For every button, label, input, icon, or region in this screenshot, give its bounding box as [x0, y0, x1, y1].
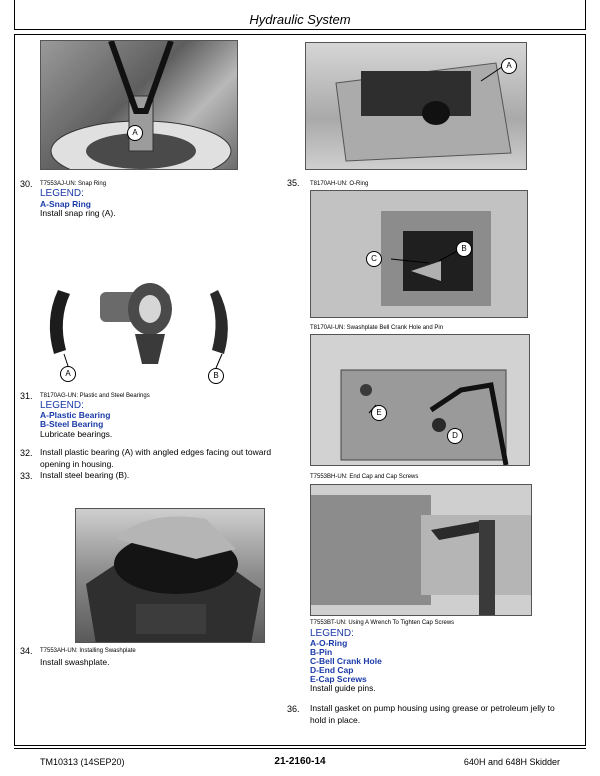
- step-34-caption: T7553AH-UN: Installing Swashplate: [40, 648, 136, 654]
- step-32-text: Install plastic bearing (A) with angled edges facing out toward opening in housing.: [40, 447, 272, 469]
- step-31-text: Lubricate bearings.: [40, 429, 113, 439]
- footer-doc-id: TM10313 (14SEP20): [40, 757, 125, 767]
- callout-e: E: [371, 405, 387, 421]
- legend-item: C-Bell Crank Hole: [310, 656, 382, 666]
- step-34-number: 34.: [20, 646, 33, 656]
- legend-item: B-Steel Bearing: [40, 419, 104, 429]
- step-31-caption: T8170AG-UN: Plastic and Steel Bearings: [40, 393, 150, 399]
- footer-page-number: 21-2160-14: [274, 756, 326, 767]
- step-33-number: 33.: [20, 471, 33, 481]
- page-title: Hydraulic System: [249, 12, 351, 27]
- o-ring-illustration: [306, 43, 527, 170]
- bearings-illustration: [40, 254, 240, 384]
- callout-a: A: [60, 366, 76, 382]
- step-30-text: Install snap ring (A).: [40, 208, 116, 218]
- step-35-caption-c: T7553BH-UN: End Cap and Cap Screws: [310, 474, 419, 480]
- callout-d: D: [447, 428, 463, 444]
- step-35-caption-a: T8170AH-UN: O-Ring: [310, 181, 369, 187]
- legend-item: A-Plastic Bearing: [40, 410, 111, 420]
- legend-item: A-Snap Ring: [40, 199, 91, 209]
- step-30-caption: T7553AJ-UN: Snap Ring: [40, 181, 107, 187]
- callout-b: B: [456, 241, 472, 257]
- step-35-caption-b: T8170AI-UN: Swashplate Bell Crank Hole and Pin: [310, 325, 444, 331]
- step-36-number: 36.: [287, 704, 300, 714]
- photo-snap-ring: [40, 40, 238, 170]
- step-35-legend-title: LEGEND:: [310, 628, 354, 639]
- legend-item: A-O-Ring: [310, 638, 348, 648]
- step-35-text: Install guide pins.: [310, 683, 376, 693]
- step-30-legend-title: LEGEND:: [40, 188, 84, 199]
- legend-item: B-Pin: [310, 647, 333, 657]
- photo-swashplate: [75, 508, 265, 643]
- snap-ring-illustration: [41, 41, 238, 170]
- step-35-number: 35.: [287, 178, 300, 188]
- callout-c: C: [366, 251, 382, 267]
- photo-o-ring: [305, 42, 527, 170]
- step-34-text: Install swashplate.: [40, 657, 110, 667]
- photo-bell-crank: [310, 190, 528, 318]
- legend-item: D-End Cap: [310, 665, 354, 675]
- end-cap-illustration: [311, 335, 530, 466]
- step-36-text: Install gasket on pump housing using grease or petroleum jelly to hold in place.: [310, 703, 555, 725]
- legend-item: E-Cap Screws: [310, 674, 367, 684]
- swashplate-illustration: [76, 509, 265, 643]
- footer-model: 640H and 648H Skidder: [463, 757, 560, 767]
- callout-a: A: [501, 58, 517, 74]
- footer-rule: [14, 748, 586, 749]
- step-30-number: 30.: [20, 179, 33, 189]
- photo-wrench: [310, 484, 532, 616]
- callout-a: A: [127, 125, 143, 141]
- wrench-illustration: [311, 485, 532, 616]
- step-31-number: 31.: [20, 391, 33, 401]
- step-32-number: 32.: [20, 448, 33, 458]
- photo-end-cap: [310, 334, 530, 466]
- bell-crank-illustration: [311, 191, 528, 318]
- photo-bearings: [40, 254, 240, 384]
- callout-b: B: [208, 368, 224, 384]
- step-33-text: Install steel bearing (B).: [40, 470, 130, 480]
- step-35-caption-d: T7553BT-UN: Using A Wrench To Tighten Cap Screws: [310, 620, 455, 626]
- step-31-legend-title: LEGEND:: [40, 400, 84, 411]
